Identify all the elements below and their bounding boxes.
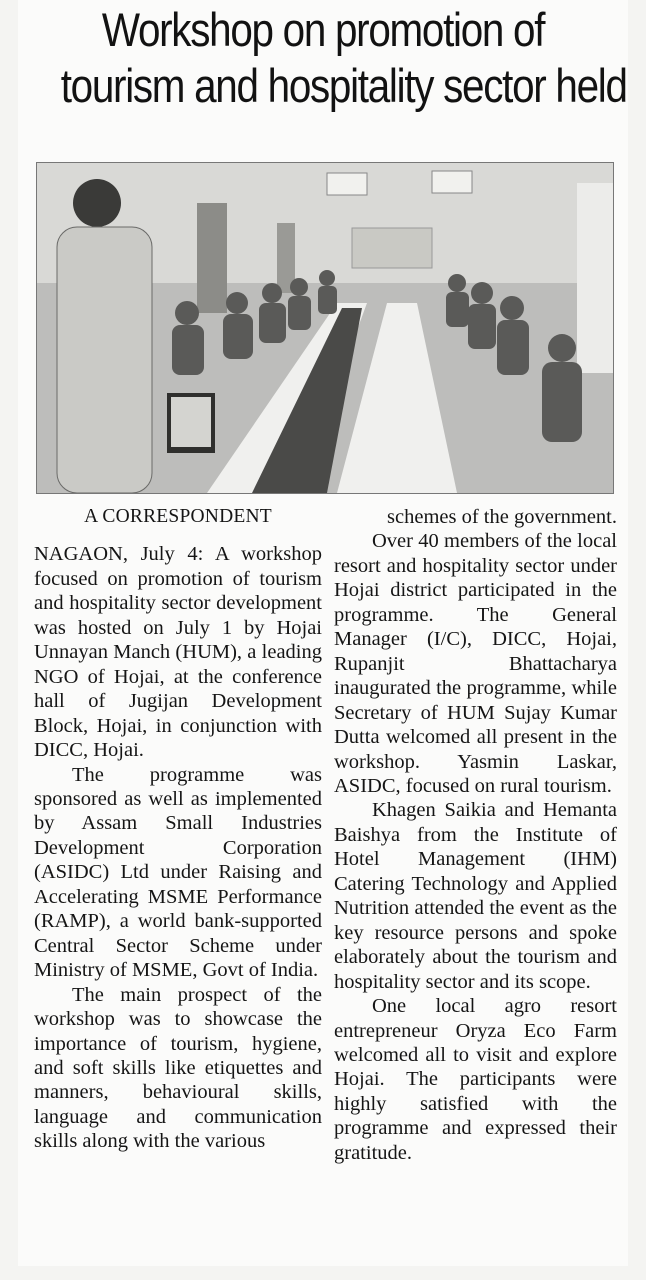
headline-line-2: tourism and hospitality sector held [60, 59, 627, 112]
paragraph-right-3: One local agro resort entrepreneur Oryza Eco Farm welcomed all to visit and explore Hojai. The participants were highly satisfied with the programme and expressed their gratitude. [334, 995, 617, 1164]
paragraph-right-1: Over 40 members of the local resort and hospitality sector under Hojai district participated in the programme. The General Manager (I/C), DICC, Hojai, Rupanjit Bhattacharya inaugurated the programme, while Secretary of HUM Sujay Kumar Dutta welcomed all present in the workshop. Yasmin Laskar, ASIDC, focused on rural tourism. [334, 530, 617, 797]
newspaper-clipping [18, 0, 628, 1266]
paragraph-left-1: NAGAON, July 4: A workshop focused on promotion of tourism and hospitality sector development was hosted on July 1 by Hojai Unnayan Manch (HUM), a leading NGO of Hojai, at the conference hall of Jugijan Development Block, Hojai, in conjunction with DICC, Hojai. [34, 543, 322, 762]
column-right [334, 505, 617, 1165]
headline-line-1: Workshop on promotion of [101, 3, 545, 56]
paragraph-right-continuation: schemes of the government. [387, 506, 617, 528]
column-left [34, 505, 322, 1154]
workshop-photo [36, 162, 614, 494]
workshop-photo-illustration [37, 163, 613, 493]
paragraph-left-2: The programme was sponsored as well as implemented by Assam Small Industries Development Corporation (ASIDC) Ltd under Raising and Accelerating MSME Performance (RAMP), a world bank-supported Central Sector Scheme under Ministry of MSME, Govt of India. [34, 763, 322, 982]
paragraph-left-3: The main prospect of the workshop was to showcase the importance of tourism, hygiene, and soft skills like etiquettes and manners, behavioural skills, language and communication skills along with the various [34, 983, 322, 1153]
headline [60, 2, 627, 114]
paragraph-right-2: Khagen Saikia and Hemanta Baishya from the Institute of Hotel Management (IHM) Catering Technology and Applied Nutrition attended the event as the key resource persons and spoke elaborately about the tourism and hospitality sector and its scope. [334, 799, 617, 993]
byline: A CORRESPONDENT [84, 506, 272, 527]
